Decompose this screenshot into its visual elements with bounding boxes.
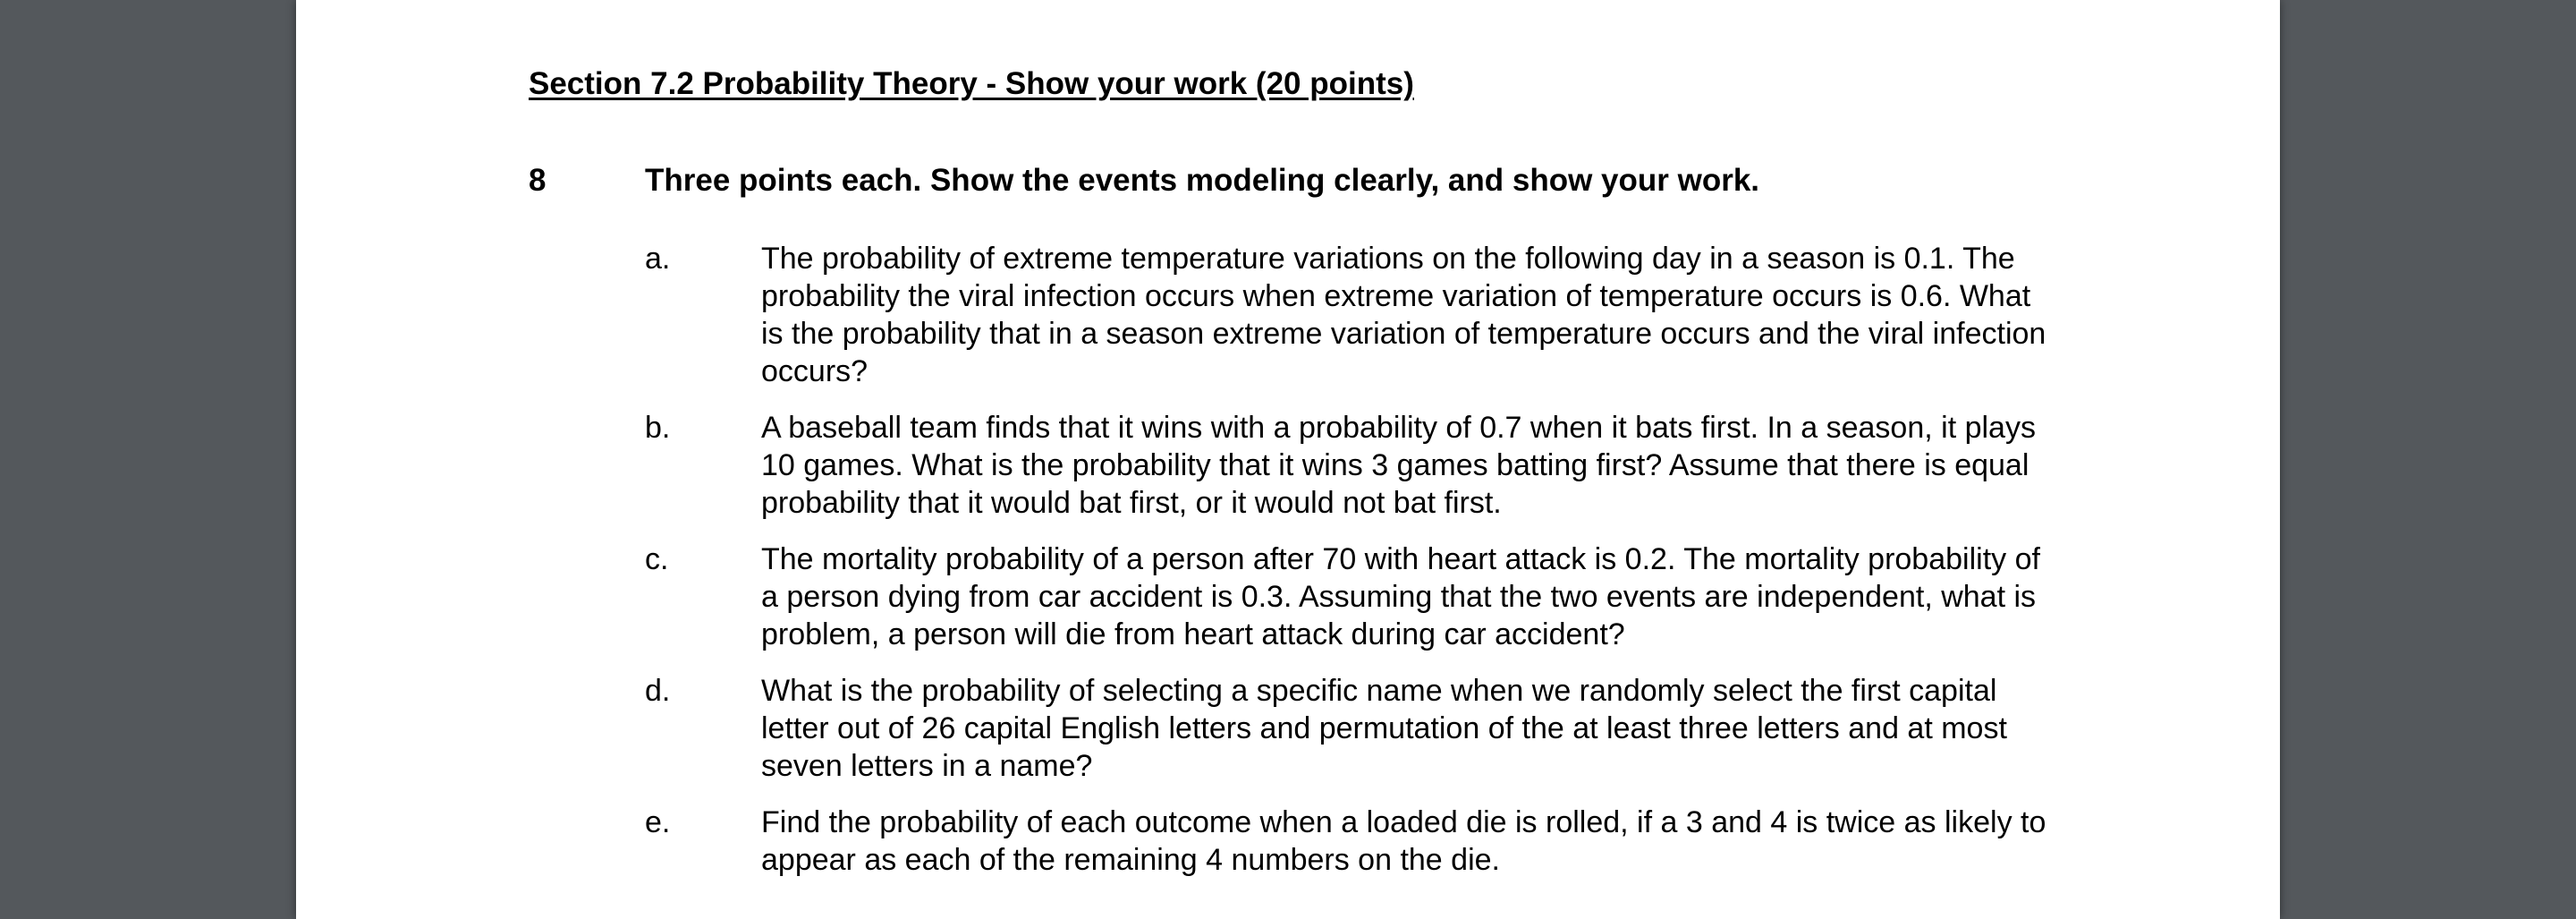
item-letter: c. (645, 542, 669, 576)
question-heading: Three points each. Show the events modeling clearly, and show your work. (645, 163, 1760, 198)
item-letter: b. (645, 411, 671, 445)
question-item-d (645, 672, 2165, 785)
item-text: A baseball team finds that it wins with a probability of 0.7 when it bats first. In a season, it plays 10 games. What is the probability that it wins 3 games batting first? Assume that there is equal probability that it would bat first, or it would not bat first. (761, 411, 2036, 520)
question-item-b (645, 409, 2165, 522)
item-letter: e. (645, 805, 671, 839)
item-letter: d. (645, 674, 671, 708)
document-page (296, 0, 2280, 919)
item-text: The probability of extreme temperature variations on the following day in a season is 0.1. The probability the viral infection occurs when extreme variation of temperature occurs is 0.6. What is the probability that in a season extreme variation of temperature occurs and the viral infection occurs? (761, 242, 2046, 388)
question-item-a (645, 240, 2165, 390)
question-item-c (645, 540, 2165, 653)
question-items (645, 240, 2165, 898)
item-text: The mortality probability of a person after 70 with heart attack is 0.2. The mortality probability of a person dying from car accident is 0.3. Assuming that the two events are independent, what is problem, a person will die from heart attack during car accident? (761, 542, 2040, 651)
section-title: Section 7.2 Probability Theory - Show your work (20 points) (529, 66, 1414, 101)
question-number: 8 (529, 163, 547, 198)
item-letter: a. (645, 242, 671, 276)
item-text: What is the probability of selecting a specific name when we randomly select the first capital letter out of 26 capital English letters and permutation of the at least three letters and at most seven letters in a name? (761, 674, 2007, 783)
item-text: Find the probability of each outcome when a loaded die is rolled, if a 3 and 4 is twice as likely to appear as each of the remaining 4 numbers on the die. (761, 805, 2046, 877)
question-item-e (645, 804, 2165, 879)
